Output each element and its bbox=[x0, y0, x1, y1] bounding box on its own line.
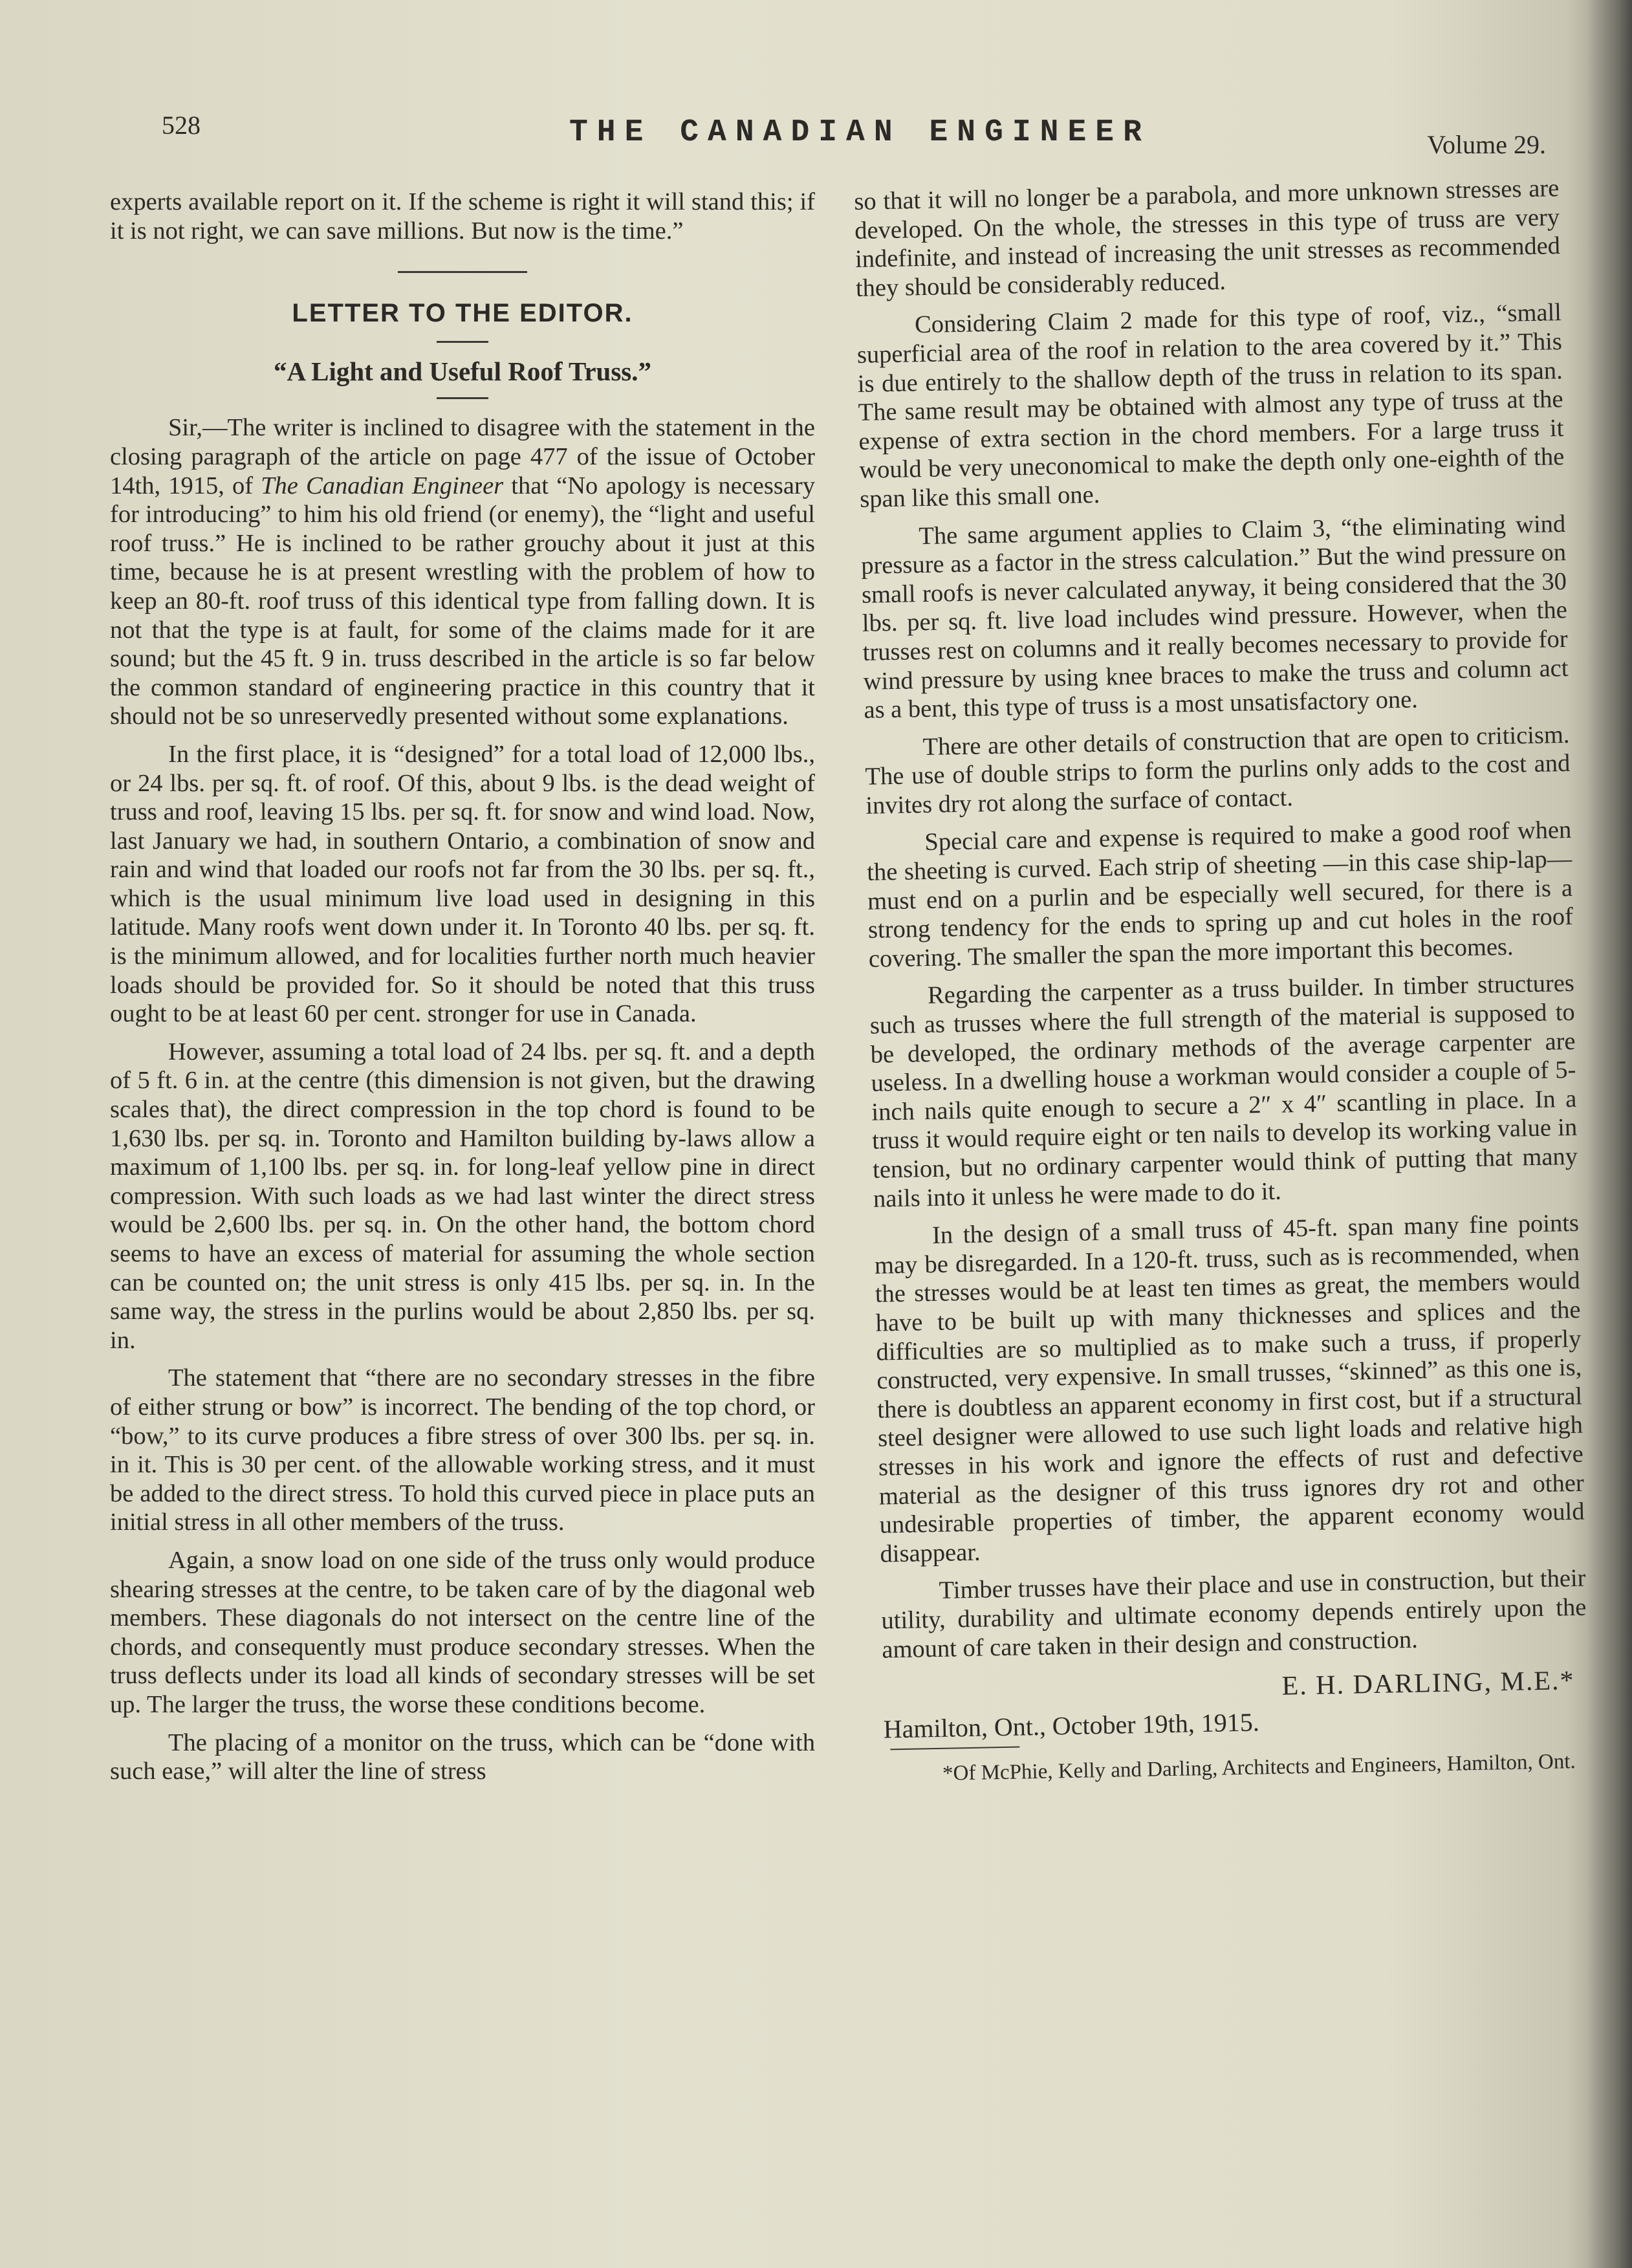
paragraph: The same argument applies to Claim 3, “the eliminating wind pressure as a factor in the stress calculation.” But the wind pressure on small roofs is never calculated anyway, it being considered that the 30 lbs. per sq. ft. live load includes wind pressure. However, when the trusses rest on columns and it really becomes necessary to provide for wind pressure by using knee braces to make the truss and column act as a bent, this type of truss is a most unsatisfactory one. bbox=[860, 510, 1569, 724]
letter-subheading: “A Light and Useful Roof Truss.” bbox=[274, 356, 651, 386]
paragraph: Timber trusses have their place and use in construction, but their utility, durability and ultimate economy depends entirely upon the amount of care taken in their design and construction. bbox=[881, 1564, 1587, 1664]
italic-text: The Canadian Engineer bbox=[261, 472, 504, 499]
paragraph bbox=[110, 413, 815, 731]
paragraph: Considering Claim 2 made for this type of roof, viz., “small superficial area of the roof in relation to the area covered by it.” This is due entirely to the shallow depth of the truss in relation to its span. The same result may be obtained with almost any type of truss at the expense of extra section in the chord members. For a large truss it would be very uneconomical to make the depth only one-eighth of the span like this small one. bbox=[856, 299, 1565, 513]
page-number: 528 bbox=[162, 111, 201, 140]
paragraph: Regarding the carpenter as a truss builder. In timber structures such as trusses where the full strength of the material is supposed to be developed, the ordinary methods of the average carpenter are useless. In a dwelling house a workman would consider a couple of 5-inch nails quite enough to secure a 2″ x 4″ scantling in place. In a truss it would require eight or ten nails to develop its working value in tension, but no ordinary carpenter would think of putting that many nails into it unless he were made to do it. bbox=[869, 970, 1578, 1213]
paragraph-text: Sir,—The writer is inclined to disagree with the statement in the closing paragraph of the article on page 477 of the issue of October 14th, 1915, of bbox=[110, 414, 815, 499]
binding-shadow bbox=[1587, 0, 1632, 2268]
author-signature: E. H. DARLING, M.E.* bbox=[1281, 1666, 1575, 1701]
dateline: Hamilton, Ont., October 19th, 1915. bbox=[883, 1707, 1260, 1744]
journal-title: THE CANADIAN ENGINEER bbox=[569, 115, 1151, 150]
left-column bbox=[110, 188, 815, 1795]
paragraph: The statement that “there are no secondary stresses in the fibre of either strung or bow” is incorrect. The bending of the top chord, or “bow,” to its curve produces a fibre stress of over 300 lbs. per sq. in. in it. This is 30 per cent. of the allowable working stress, and it must be added to the direct stress. To hold this curved piece in place puts an initial stress in all other members of the truss. bbox=[110, 1364, 815, 1536]
page-header bbox=[155, 110, 1546, 168]
paragraph: In the first place, it is “designed” for a total load of 12,000 lbs., or 24 lbs. per sq. ft. of roof. Of this, about 9 lbs. is the dead weight of truss and roof, leaving 15 lbs. per sq. ft. for snow and wind load. Now, last January we had, in southern Ontario, a combination of snow and rain and wind that loaded our roofs not far from the 30 lbs. per sq. ft., which is the usual minimum live load used in designing in this latitude. Many roofs went down under it. In Toronto 40 lbs. per sq. ft. is the minimum allowed, and for localities further north much heavier loads should be provided for. So it should be noted that this truss ought to be at least 60 per cent. stronger for use in Canada. bbox=[110, 740, 815, 1028]
paragraph-text: that “No apology is necessary for introducing” to him his old friend (or enemy), the “light and useful roof truss.” He is inclined to be rather grouchy about it just at this time, because he is at present wrestling with the problem of how to keep an 80-ft. roof truss of this identical type from falling down. It is not that the type is at fault, for some of the claims made for it are sound; but the 45 ft. 9 in. truss described in the article is so far below the common standard of engineering practice in this country that it should not be so unreservedly presented without some explanations. bbox=[110, 472, 815, 730]
paragraph: There are other details of construction that are open to criticism. The use of double strips to form the purlins only adds to the cost and invites dry rot along the surface of contact. bbox=[865, 721, 1571, 820]
footnote-rule bbox=[890, 1747, 1019, 1750]
paragraph: Again, a snow load on one side of the truss only would produce shearing stresses at the centre, to be taken care of by the diagonal web members. These diagonals do not intersect on the centre line of the chords, and consequently must produce secondary stresses. When the truss deflects under its load all kinds of secondary stresses will be set up. The larger the truss, the worse these conditions become. bbox=[110, 1546, 815, 1718]
continued-paragraph: so that it will no longer be a parabola, and more unknown stresses are developed. On the whole, the stresses in this type of truss are very indefinite, and instead of increasing the unit stresses as recommended they should be considerably reduced. bbox=[854, 175, 1561, 302]
divider bbox=[398, 271, 527, 273]
paragraph: However, assuming a total load of 24 lbs. per sq. ft. and a depth of 5 ft. 6 in. at the centre (this dimension is not given, but the drawing scales that), the direct compression in the top chord is found to be 1,630 lbs. per sq. in. Toronto and Hamilton building by-laws allow a maximum of 1,100 lbs. per sq. in. for long-leaf yellow pine in direct compression. With such loads as we had last winter the direct stress would be 2,600 lbs. per sq. in. On the other hand, the bottom chord seems to have an excess of material for assuming the whole section can be counted on; the unit stress is only 415 lbs. per sq. in. In the same way, the stress in the purlins would be about 2,850 lbs. per sq. in. bbox=[110, 1038, 815, 1354]
continued-paragraph: experts available report on it. If the scheme is right it will stand this; if it is not right, we can save millions. But now is the time.” bbox=[110, 188, 815, 245]
footnote: *Of McPhie, Kelly and Darling, Architects and Engineers, Hamilton, Ont. bbox=[942, 1750, 1576, 1786]
section-heading: LETTER TO THE EDITOR. bbox=[292, 299, 633, 328]
volume-label: Volume 29. bbox=[1427, 130, 1546, 159]
divider bbox=[437, 397, 488, 399]
divider bbox=[437, 341, 488, 343]
paragraph: Special care and expense is required to make a good roof when the sheeting is curved. Each strip of sheeting —in this case ship-lap—must end on a purlin and be especially well secured, for there is a strong tendency for the ends to spring up and cut holes in the roof covering. The smaller the span the more important this becomes. bbox=[866, 816, 1574, 973]
right-column bbox=[854, 174, 1590, 1797]
paragraph: In the design of a small truss of 45-ft. span many fine points may be disregarded. In a 120-ft. truss, such as is recommended, when the stresses would be at least ten times as great, the members would have to be built up with many thicknesses and splices and the difficulties are so multiplied as to make such a truss, if properly constructed, very expensive. In small trusses, “skinned” as this one is, there is doubtless an apparent economy in first cost, but if a structural steel designer were allowed to use such light loads and relative high stresses in his work and ignore the effects of rust and defective material as the designer of this truss ignores dry rot and other undesirable properties of timber, the apparent economy would disappear. bbox=[874, 1209, 1585, 1568]
paragraph: The placing of a monitor on the truss, which can be “done with such ease,” will alter the line of stress bbox=[110, 1728, 815, 1785]
